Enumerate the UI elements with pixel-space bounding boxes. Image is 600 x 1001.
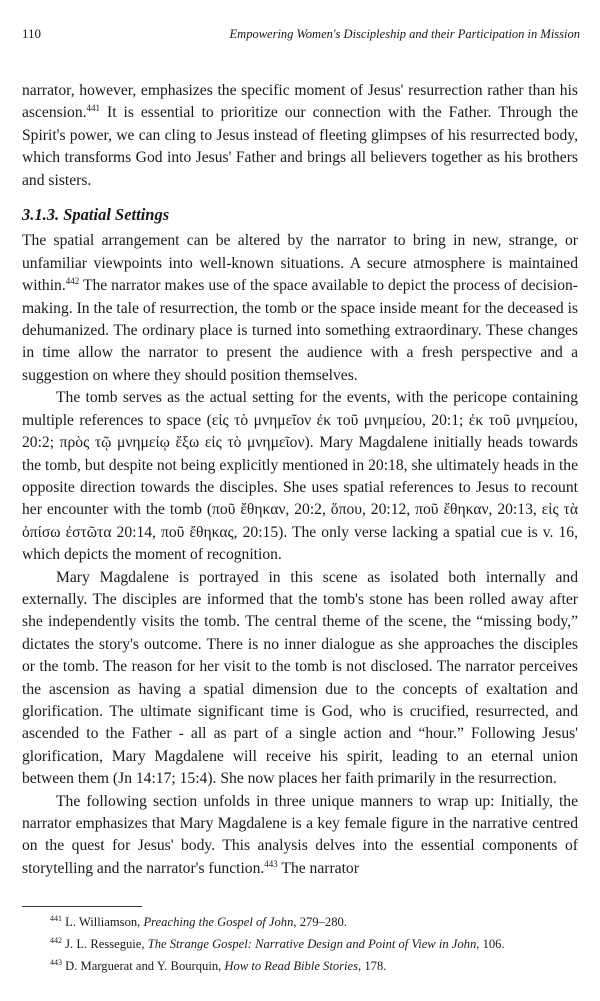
- paragraph-2: The spatial arrangement can be altered by the narrator to bring in new, strange, or unfamiliar viewpoints into well-known situations. A secure atmosphere is maintained within.$^{442}$ The narrator makes use of the space available to depict the process of decision-making. In the tale of resurrection, the tomb or the space inside meant for the deceased is dehumanized. The ordinary place is turned into something extraordinary. These changes in time allow the narrator to present the audience with a fresh perspective and a suggestion on where they should position themselves.: [22, 232, 578, 384]
- paragraph-4: Mary Magdalene is portrayed in this scene as isolated both internally and externally. The disciples are informed that the tomb's stone has been rolled away after she independently visits the tomb. The central theme of the scene, the “missing body,” dictates the story's outcome. There is no inner dialogue as she approaches the disciples or the tomb. The reason for her visit to the tomb is not disclosed. The narrator perceives the ascension as having a spatial dimension due to the concepts of exaltation and glorification. The ultimate significant time is God, who is crucified, resurrected, and ascended to the Father - all as part of a single action and “hour.” Following Jesus' glorification, Mary Magdalene will receive his spirit, leading to an eternal union between them (Jn 14:17; 15:4). She now places her faith primarily in the resurrection.: [22, 568, 578, 788]
- section-heading: 3.1.3. Spatial Settings: [22, 205, 170, 225]
- footnotes: [22, 906, 578, 977]
- footnote-divider: [22, 906, 142, 907]
- footnote-ref-442[interactable]: 442: [65, 276, 80, 287]
- paragraph-1: narrator, however, emphasizes the specific moment of Jesus' resurrection rather than his ascension.$^{441}$ It is essential to prioritize our connection with the Father. Through the Spirit's power, we can cling to Jesus instead of fleeting glimpses of his resurrected body, which transforms God into Jesus' Father and brings all believers together as his brothers and sisters.: [22, 82, 578, 189]
- paragraph-5: The following section unfolds in three unique manners to wrap up: Initially, the narrator emphasizes that Mary Magdalene is a key female figure in the narrative centred on the quest for Jesus' body. This analysis delves into the essential components of storytelling and the narrator's function.$^{443}$ The narrator: [22, 792, 578, 877]
- page-header: [22, 26, 580, 42]
- running-head: Empowering Women's Discipleship and their Participation in Mission: [229, 27, 580, 41]
- footnote-ref-443[interactable]: 443: [264, 858, 278, 869]
- body-text: [22, 80, 578, 880]
- footnote-442: $^{442}$ J. L. Resseguie, The Strange Gospel: Narrative Design and Point of View in John, 106.: [50, 936, 505, 951]
- footnote-441: $^{441}$ L. Williamson, Preaching the Gospel of John, 279–280.: [50, 914, 347, 929]
- paragraph-3: The tomb serves as the actual setting for the events, with the pericope containing multiple references to space (εἰς τὸ μνημεῖον ἐκ τοῦ μνημείου, 20:1; ἐκ τοῦ μνημείου, 20:2; πρὸς τῷ μνημείῳ ἔξω εἰς τὸ μνημεῖον). Mary Magdalene initially heads towards the tomb, but despite not being explicitly mentioned in 20:18, she ultimately heads in the opposite direction towards the disciples. She uses spatial references to Jesus to recount her encounter with the tomb (ποῦ ἔθηκαν, 20:2, ὅπου, 20:12, ποῦ ἔθηκαν, 20:13, εἰς τὰ ὀπίσω ἐστῶτα 20:14, ποῦ ἔθηκας, 20:15). The only verse lacking a spatial cue is v. 16, which depicts the moment of recognition.: [22, 389, 578, 564]
- footnote-443: $^{443}$ D. Marguerat and Y. Bourquin, How to Read Bible Stories, 178.: [50, 958, 387, 973]
- page-number: 110: [22, 26, 42, 41]
- footnote-ref-441[interactable]: 441: [86, 103, 101, 114]
